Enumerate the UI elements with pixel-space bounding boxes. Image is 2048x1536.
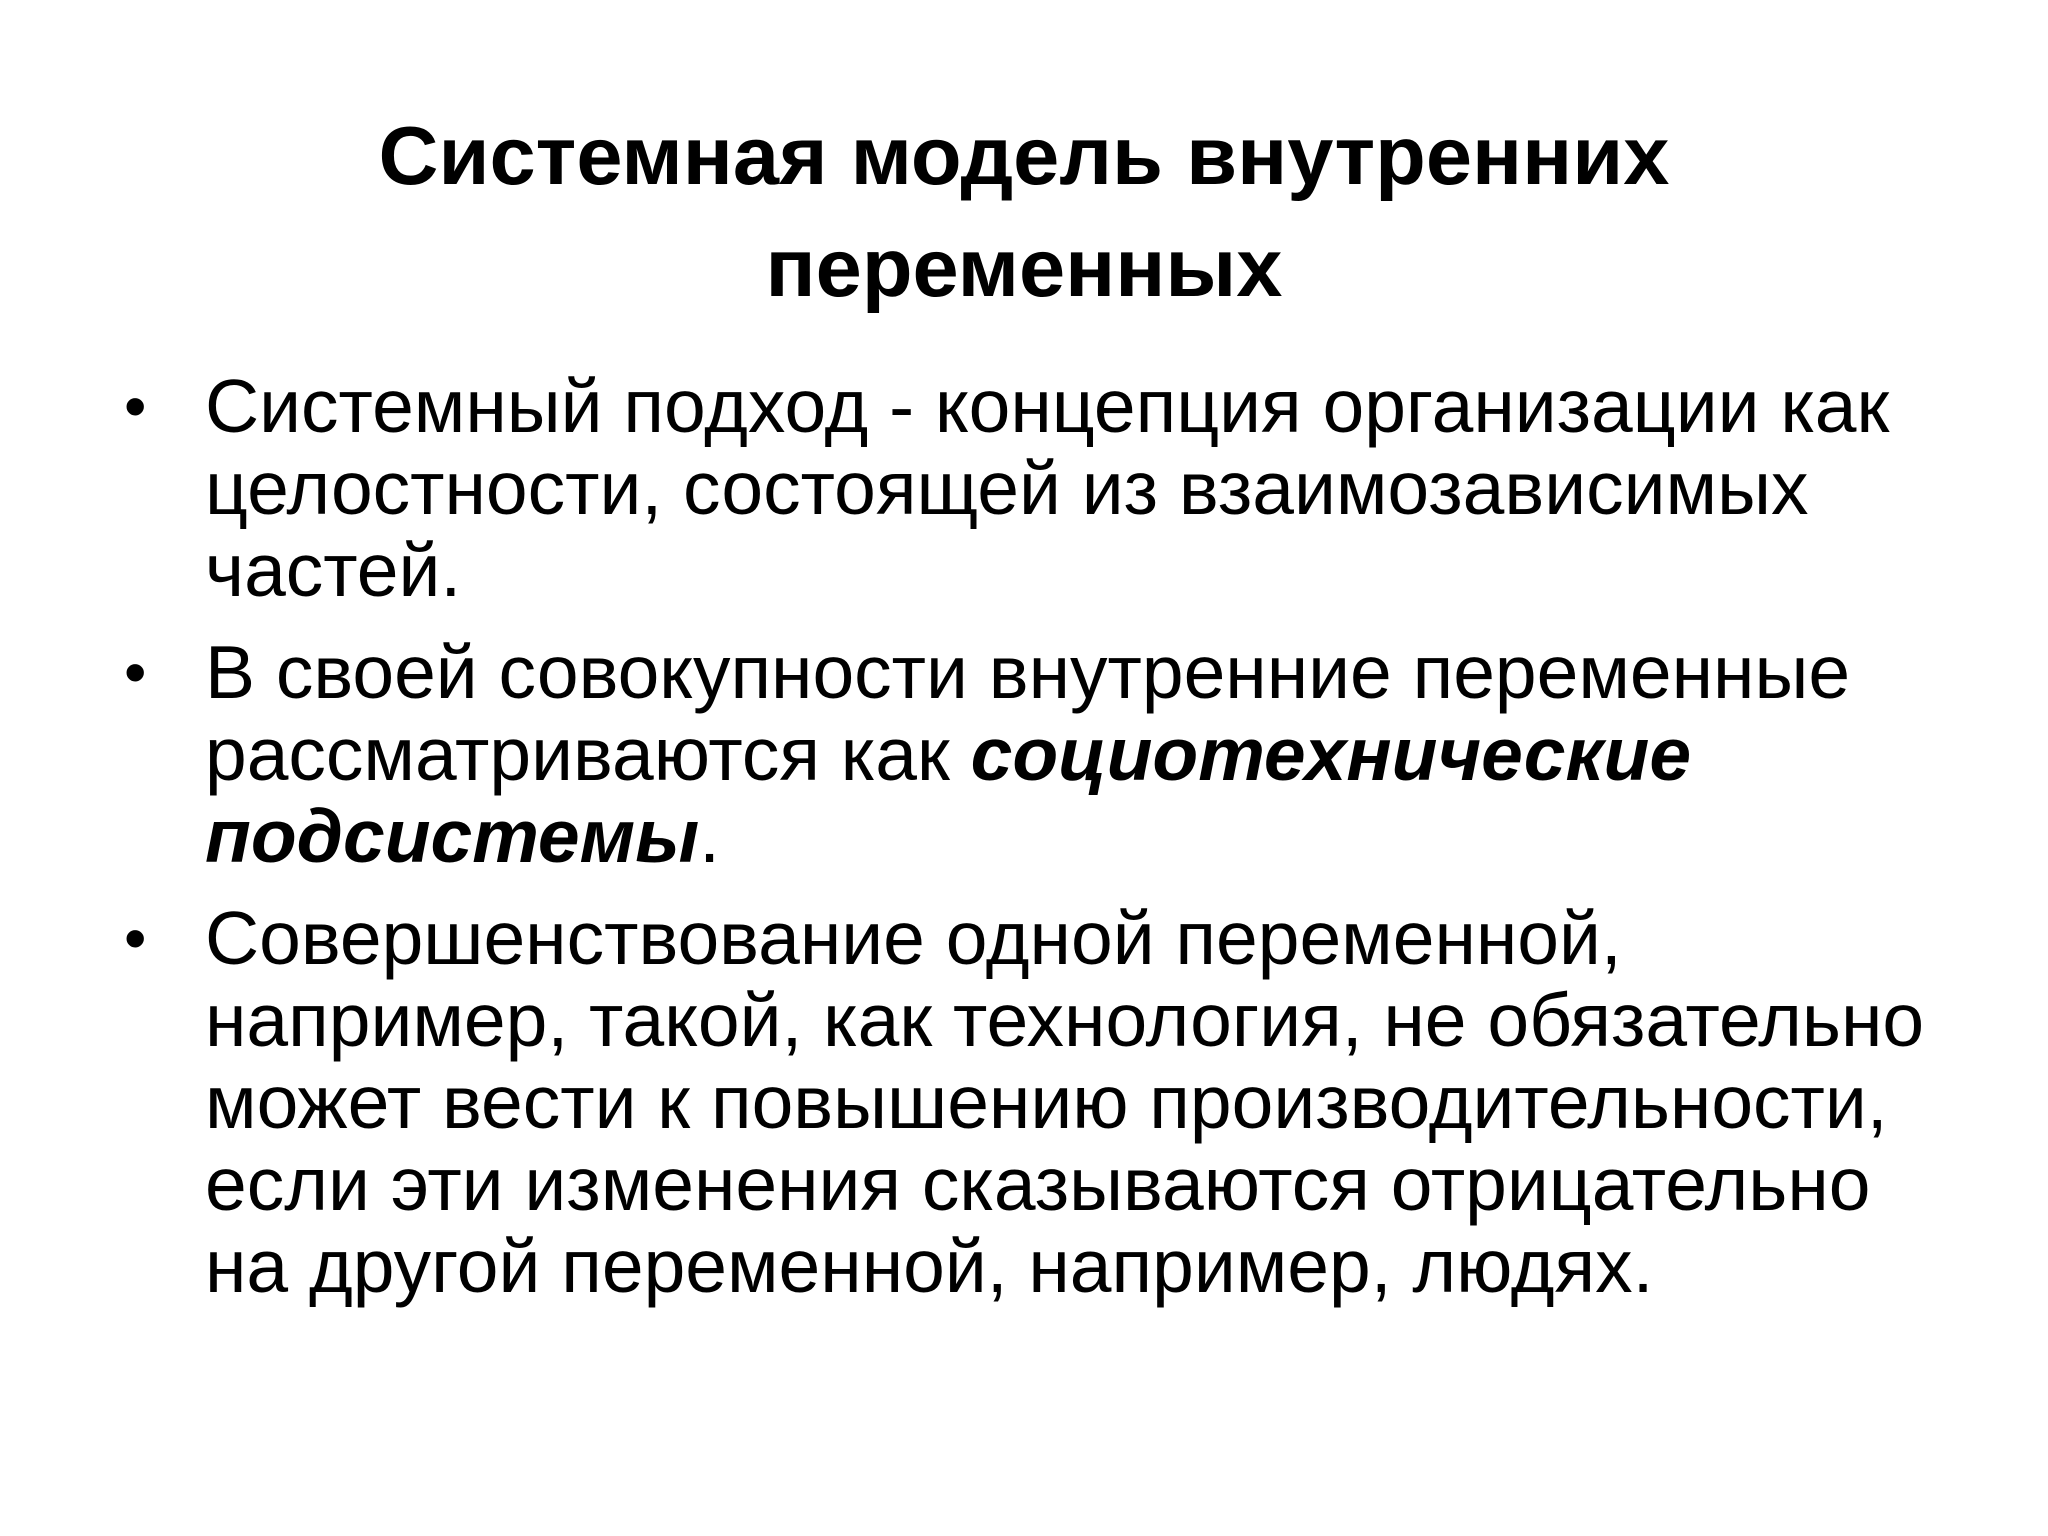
bullet-item-improvement: [120, 897, 1940, 1307]
bullet-dot-icon: •: [124, 902, 147, 974]
bullet-list: [120, 365, 1940, 1327]
bullet-text-end: .: [699, 794, 721, 878]
bullet-item-systems-approach: [120, 365, 1940, 611]
slide-title: Системная модель внутренних переменных: [378, 109, 1670, 314]
bullet-item-sociotechnical: [120, 631, 1940, 877]
bullet-dot-icon: •: [124, 370, 147, 442]
bullet-dot-icon: •: [124, 636, 147, 708]
bullet-text: Совершенствование одной переменной, например, такой, как технология, не обязательно может вести к повышению производительности, если эти изменения сказываются отрицательно на другой переменной, например, людях.: [205, 896, 1925, 1308]
bullet-text: Системный подход - концепция организации как целостности, состоящей из взаимозависимых частей.: [205, 364, 1890, 612]
bullet-text: В своей совокупности внутренние переменные рассматриваются как: [205, 630, 1851, 796]
emphasized-term: социотехнические подсистемы: [205, 712, 1692, 878]
